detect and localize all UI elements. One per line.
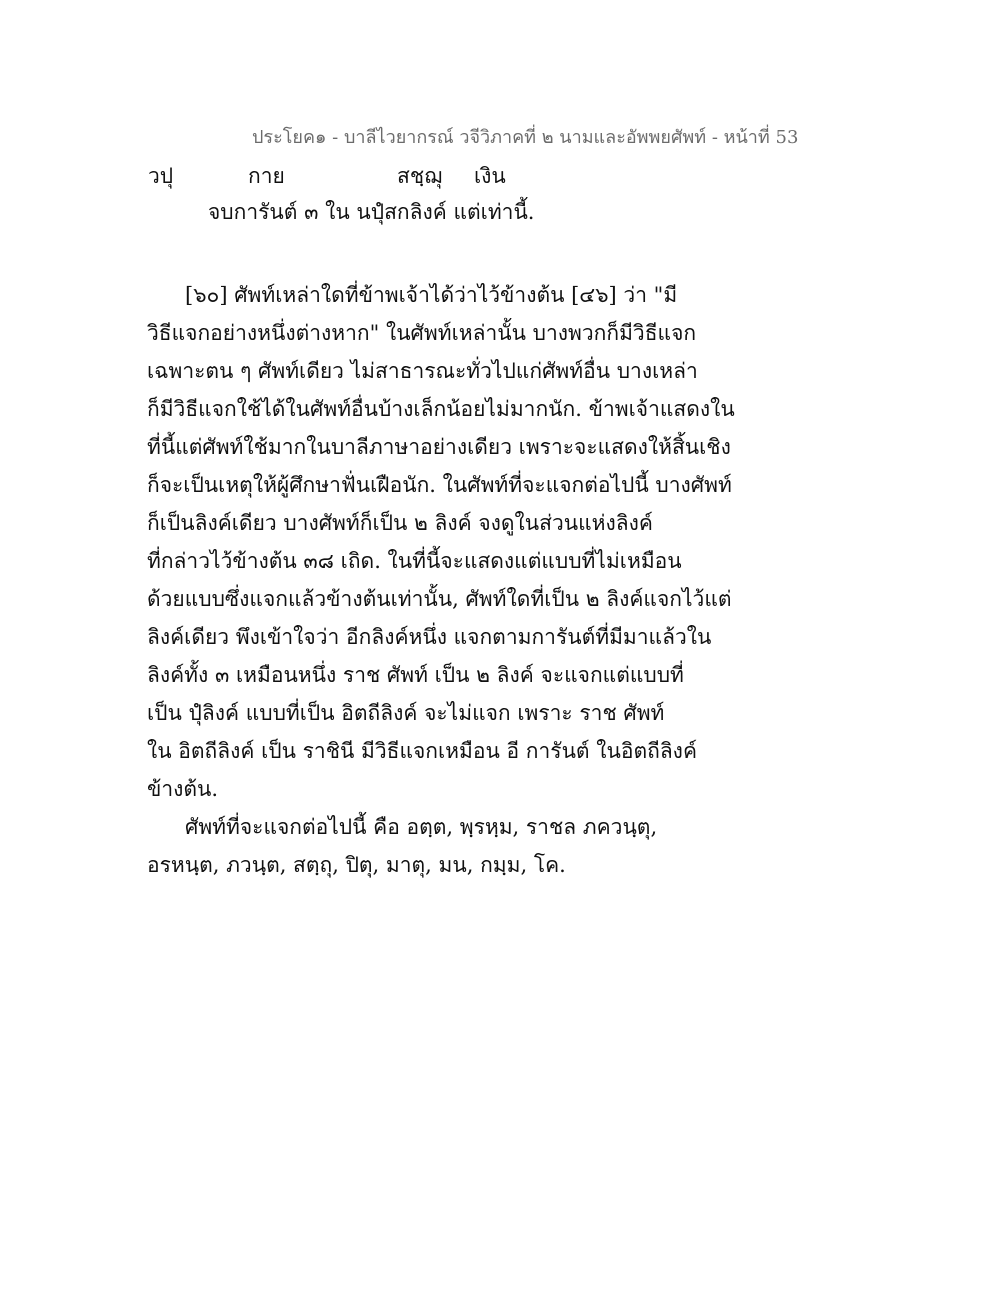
body-line-14: ข้างต้น. bbox=[147, 777, 219, 801]
vocab-thai-2: เงิน bbox=[474, 164, 506, 188]
vocab-thai-1: กาย bbox=[248, 164, 285, 188]
body-line-15: ศัพท์ที่จะแจกต่อไปนี้ คือ อตฺต, พฺรหฺม, ราชล ภควนฺตุ, bbox=[185, 815, 658, 839]
vocab-pali-1: วปุ bbox=[148, 164, 174, 188]
body-line-11: ลิงค์ทั้ง ๓ เหมือนหนึ่ง ราช ศัพท์ เป็น ๒ ลิงค์ จะแจกแต่แบบที่ bbox=[147, 663, 684, 687]
body-line-7: ก็เป็นลิงค์เดียว บางศัพท์ก็เป็น ๒ ลิงค์ จงดูในส่วนแห่งลิงค์ bbox=[147, 511, 653, 535]
body-line-8: ที่กล่าวไว้ข้างต้น ๓๘ เถิด. ในที่นี้จะแสดงแต่แบบที่ไม่เหมือน bbox=[147, 549, 682, 573]
body-line-2: วิธีแจกอย่างหนึ่งต่างหาก" ในศัพท์เหล่านั้น บางพวกก็มีวิธีแจก bbox=[147, 321, 697, 345]
body-line-5: ที่นี้แต่ศัพท์ใช้มากในบาลีภาษาอย่างเดียว เพราะจะแสดงให้สิ้นเชิง bbox=[147, 435, 731, 459]
vocab-row bbox=[0, 160, 1000, 192]
body-line-16: อรหนฺต, ภวนฺต, สตฺถุ, ปิตุ, มาตุ, มน, กมฺม, โค. bbox=[147, 853, 566, 877]
body-line-4: ก็มีวิธีแจกใช้ได้ในศัพท์อื่นบ้างเล็กน้อยไม่มากนัก. ข้าพเจ้าแสดงใน bbox=[147, 397, 735, 421]
body-line-1: [๖๐] ศัพท์เหล่าใดที่ข้าพเจ้าได้ว่าไว้ข้างต้น [๔๖] ว่า "มี bbox=[185, 283, 678, 307]
body-line-13: ใน อิตถีลิงค์ เป็น ราชินี มีวิธีแจกเหมือน อี การันต์ ในอิตถีลิงค์ bbox=[147, 739, 697, 763]
page-header: ประโยค๑ - บาลีไวยากรณ์ วจีวิภาคที่ ๒ นามและอัพพยศัพท์ - หน้าที่ 53 bbox=[252, 127, 799, 148]
body-line-9: ด้วยแบบซึ่งแจกแล้วข้างต้นเท่านั้น, ศัพท์ใดที่เป็น ๒ ลิงค์แจกไว้แต่ bbox=[147, 587, 732, 611]
body-line-12: เป็น ปุํลิงค์ แบบที่เป็น อิตถีลิงค์ จะไม่แจก เพราะ ราช ศัพท์ bbox=[147, 701, 665, 725]
vocab-pali-2: สชฺฌุ bbox=[397, 164, 443, 188]
closing-note: จบการันต์ ๓ ใน นปุํสกลิงค์ แต่เท่านี้. bbox=[208, 200, 535, 224]
body-line-10: ลิงค์เดียว พึงเข้าใจว่า อีกลิงค์หนึ่ง แจกตามการันต์ที่มีมาแล้วใน bbox=[147, 625, 712, 649]
body-line-3: เฉพาะตน ๆ ศัพท์เดียว ไม่สาธารณะทั่วไปแก่ศัพท์อื่น บางเหล่า bbox=[147, 359, 698, 383]
body-line-6: ก็จะเป็นเหตุให้ผู้ศึกษาฟั่นเฝือนัก. ในศัพท์ที่จะแจกต่อไปนี้ บางศัพท์ bbox=[147, 473, 732, 497]
